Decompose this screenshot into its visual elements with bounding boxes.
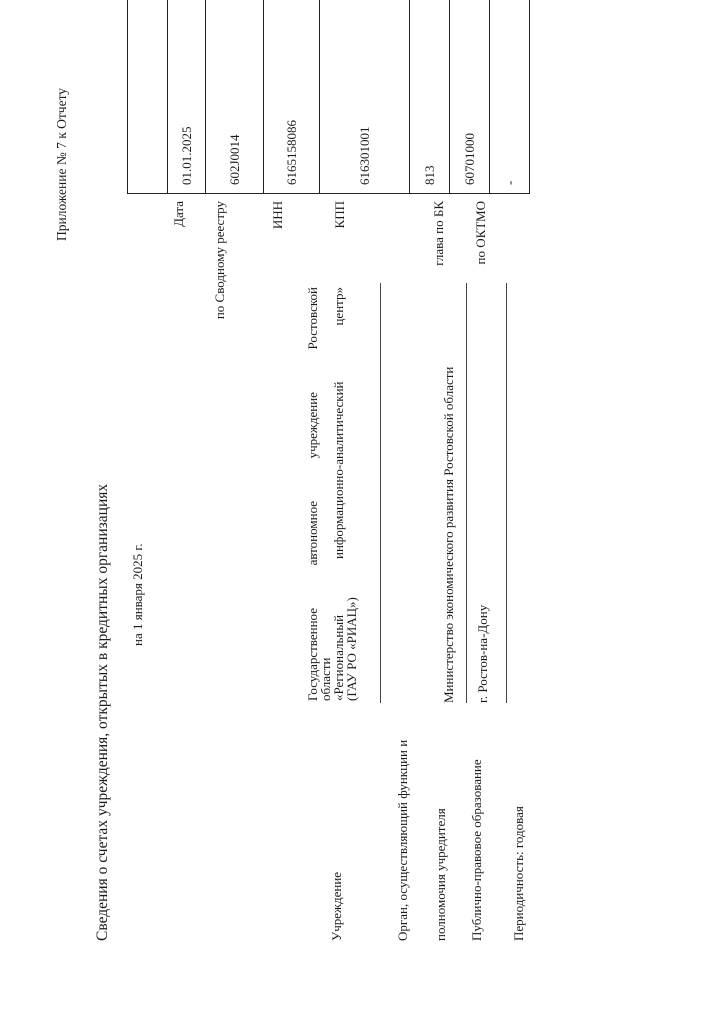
code-value-budget-chapter: 813 (410, 0, 450, 194)
document-title: Сведения о счетах учреждения, открытых в кредитных организациях (94, 483, 111, 941)
founder-underline (466, 283, 467, 703)
institution-underline (380, 283, 381, 703)
periodicity-label: Периодичность: годовая (511, 806, 526, 941)
founder-value: Министерство экономического развития Ростовской области (441, 366, 456, 703)
municipality-underline (506, 283, 507, 703)
institution-name-line-3: «Региональный информационно-аналитический центр» (331, 287, 346, 701)
municipality-value: г. Ростов-на-Дону (475, 604, 490, 703)
codes-table (127, 0, 547, 194)
code-label-summary-register: по Сводному реестру (212, 201, 227, 320)
code-value-oktmo: 60701000 (450, 0, 490, 194)
institution-label: Учреждение (329, 871, 344, 941)
code-label-date: Дата (171, 201, 186, 227)
code-value-extra: - (490, 0, 530, 194)
code-label-kpp: КПП (332, 201, 347, 229)
institution-name-line-1: Государственное автономное учреждение Ростовской (305, 287, 320, 701)
code-label-inn: ИНН (270, 201, 285, 230)
institution-name-line-4: (ГАУ РО «РИАЦ») (344, 597, 359, 701)
code-label-oktmo: по ОКТМО (473, 201, 488, 265)
institution-name (306, 287, 358, 701)
municipality-label: Публично-правовое образование (469, 759, 484, 941)
annex-note: Приложение № 7 к Отчету (54, 87, 69, 241)
code-value-kpp: 616301001 (320, 0, 410, 194)
codes-header (128, 0, 168, 194)
code-value-date: 01.01.2025 (168, 0, 206, 194)
institution-name-line-2: области (318, 657, 333, 701)
code-label-budget-chapter: глава по БК (431, 201, 446, 266)
code-value-summary-register: 602J0014 (206, 0, 264, 194)
founder-label-line-1: Орган, осуществляющий функции и (395, 739, 410, 941)
report-date-line: на 1 января 2025 г. (130, 543, 145, 646)
code-value-inn: 6165158086 (264, 0, 320, 194)
founder-label-line-2: полномочия учредителя (433, 808, 448, 941)
